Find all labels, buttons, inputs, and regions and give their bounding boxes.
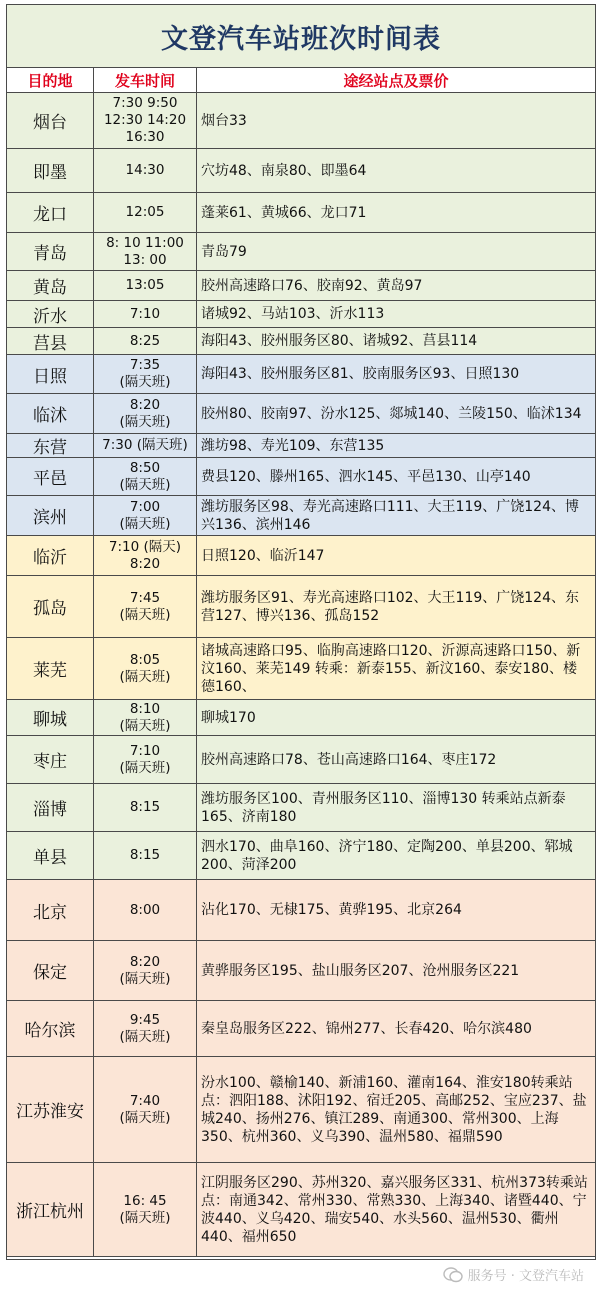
destination-cell: 龙口 — [7, 193, 94, 232]
table-row — [7, 576, 595, 638]
route-fares-cell: 费县120、滕州165、泗水145、平邑130、山亭140 — [201, 468, 531, 485]
departure-time-cell: 8:20 (隔天班) — [94, 941, 197, 1000]
destination-cell: 烟台 — [7, 93, 94, 148]
route-fares-cell: 潍坊98、寿光109、东营135 — [201, 437, 385, 454]
table-row — [7, 941, 595, 1001]
departure-time-cell: 8:20 (隔天班) — [94, 394, 197, 433]
table-row — [7, 784, 595, 832]
table-row — [7, 496, 595, 536]
destination-cell: 临沭 — [7, 394, 94, 433]
table-row — [7, 1057, 595, 1163]
watermark — [443, 1265, 584, 1284]
route-fares-cell: 青岛79 — [201, 243, 247, 260]
table-row — [7, 832, 595, 880]
departure-time-cell: 8:05 (隔天班) — [94, 638, 197, 699]
departure-time-cell: 7:30 9:50 12:30 14:20 16:30 — [94, 93, 197, 148]
destination-cell: 保定 — [7, 941, 94, 1000]
route-fares-cell: 聊城170 — [201, 709, 256, 726]
wechat-icon — [443, 1267, 463, 1283]
route-fares-cell: 潍坊服务区100、青州服务区110、淄博130 转乘站点新泰165、济南180 — [201, 790, 566, 825]
table-row — [7, 394, 595, 434]
route-fares-cell: 烟台33 — [201, 112, 247, 129]
destination-cell: 枣庄 — [7, 736, 94, 783]
departure-time-cell: 7:10 (隔天班) — [94, 736, 197, 783]
departure-time-cell: 7:00 (隔天班) — [94, 496, 197, 535]
table-row — [7, 271, 595, 301]
route-fares-cell: 海阳43、胶州服务区81、胶南服务区93、日照130 — [201, 366, 520, 382]
destination-cell: 江苏淮安 — [7, 1057, 94, 1162]
departure-time-cell: 14:30 — [94, 149, 197, 192]
watermark-text: 服务号 · 文登汽车站 — [467, 1269, 584, 1284]
route-fares-cell: 穴坊48、南泉80、即墨64 — [201, 162, 367, 179]
table-row — [7, 93, 595, 149]
table-row — [7, 149, 595, 193]
destination-cell: 日照 — [7, 355, 94, 393]
departure-time-cell: 8: 10 11:00 13: 00 — [94, 233, 197, 270]
route-fares-cell: 沾化170、无棣175、黄骅195、北京264 — [201, 902, 462, 918]
destination-cell: 聊城 — [7, 700, 94, 735]
departure-time-cell: 7:10 — [94, 301, 197, 327]
destination-cell: 东营 — [7, 434, 94, 457]
route-fares-cell: 日照120、临沂147 — [201, 547, 325, 564]
header-departure-time: 发车时间 — [94, 68, 197, 92]
departure-time-cell: 7:40 (隔天班) — [94, 1057, 197, 1162]
table-row — [7, 1163, 595, 1257]
departure-time-cell: 8:00 — [94, 880, 197, 940]
table-row — [7, 434, 595, 458]
departure-time-cell: 7:45 (隔天班) — [94, 576, 197, 637]
destination-cell: 单县 — [7, 832, 94, 879]
table-row — [7, 355, 595, 394]
destination-cell: 青岛 — [7, 233, 94, 270]
table-row — [7, 458, 595, 496]
route-fares-cell: 江阴服务区290、苏州320、嘉兴服务区331、杭州373转乘站点：南通342、常州330、常熟330、上海340、诸暨440、宁波440、义乌420、瑞安540、水头560、温州530、衢州440、福州650 — [201, 1174, 588, 1245]
header-destination: 目的地 — [7, 68, 94, 92]
destination-cell: 莒县 — [7, 328, 94, 354]
departure-time-cell: 7:30 (隔天班) — [94, 434, 197, 457]
table-row — [7, 233, 595, 271]
route-fares-cell: 胶州80、胶南97、汾水125、郯城140、兰陵150、临沭134 — [201, 405, 582, 422]
destination-cell: 浙江杭州 — [7, 1163, 94, 1256]
destination-cell: 北京 — [7, 880, 94, 940]
table-row — [7, 328, 595, 355]
departure-time-cell: 7:35 (隔天班) — [94, 355, 197, 393]
route-fares-cell: 潍坊服务区91、寿光高速路口102、大王119、广饶124、东营127、博兴136、孤岛152 — [201, 589, 579, 624]
route-fares-cell: 黄骅服务区195、盐山服务区207、沧州服务区221 — [201, 962, 520, 979]
table-row — [7, 193, 595, 233]
destination-cell: 即墨 — [7, 149, 94, 192]
route-fares-cell: 潍坊服务区98、寿光高速路口111、大王119、广饶124、博兴136、滨州146 — [201, 498, 579, 533]
destination-cell: 孤岛 — [7, 576, 94, 637]
route-fares-cell: 胶州高速路口76、胶南92、黄岛97 — [201, 277, 423, 294]
destination-cell: 平邑 — [7, 458, 94, 495]
table-header — [7, 68, 595, 93]
departure-time-cell: 7:10 (隔天) 8:20 — [94, 536, 197, 575]
table-row — [7, 1001, 595, 1057]
route-fares-cell: 汾水100、赣榆140、新浦160、灌南164、淮安180转乘站点：泗阳188、沭阳192、宿迁205、高邮252、宝应237、盐城240、扬州276、镇江289、南通300、常州300、上海350、杭州360、义乌390、温州580、福鼎590 — [201, 1074, 587, 1145]
destination-cell: 淄博 — [7, 784, 94, 831]
departure-time-cell: 8:25 — [94, 328, 197, 354]
destination-cell: 黄岛 — [7, 271, 94, 300]
destination-cell: 莱芜 — [7, 638, 94, 699]
route-fares-cell: 诸城高速路口95、临朐高速路口120、沂源高速路口150、新汶160、莱芜149 转乘：新泰155、新汶160、泰安180、楼德160、 — [201, 642, 581, 695]
departure-time-cell: 8:15 — [94, 832, 197, 879]
table-row — [7, 700, 595, 736]
table-row — [7, 638, 595, 700]
table-body — [7, 93, 595, 1257]
table-row — [7, 736, 595, 784]
table-row — [7, 536, 595, 576]
destination-cell: 沂水 — [7, 301, 94, 327]
route-fares-cell: 诸城92、马站103、沂水113 — [201, 306, 385, 322]
route-fares-cell: 海阳43、胶州服务区80、诸城92、莒县114 — [201, 333, 478, 349]
departure-time-cell: 9:45 (隔天班) — [94, 1001, 197, 1056]
header-route-fares: 途经站点及票价 — [343, 71, 449, 90]
destination-cell: 临沂 — [7, 536, 94, 575]
table-row — [7, 880, 595, 941]
route-fares-cell: 蓬莱61、黄城66、龙口71 — [201, 204, 367, 221]
departure-time-cell: 8:15 — [94, 784, 197, 831]
route-fares-cell: 胶州高速路口78、苍山高速路口164、枣庄172 — [201, 751, 497, 768]
route-fares-cell: 秦皇岛服务区222、锦州277、长春420、哈尔滨480 — [201, 1020, 532, 1037]
departure-time-cell: 8:50 (隔天班) — [94, 458, 197, 495]
timetable-sheet — [6, 4, 596, 1260]
destination-cell: 哈尔滨 — [7, 1001, 94, 1056]
departure-time-cell: 13:05 — [94, 271, 197, 300]
table-row — [7, 301, 595, 328]
destination-cell: 滨州 — [7, 496, 94, 535]
route-fares-cell: 泗水170、曲阜160、济宁180、定陶200、单县200、郓城200、菏泽200 — [201, 838, 573, 873]
departure-time-cell: 8:10 (隔天班) — [94, 700, 197, 735]
departure-time-cell: 16: 45 (隔天班) — [94, 1163, 197, 1256]
page-title: 文登汽车站班次时间表 — [7, 5, 595, 68]
departure-time-cell: 12:05 — [94, 193, 197, 232]
